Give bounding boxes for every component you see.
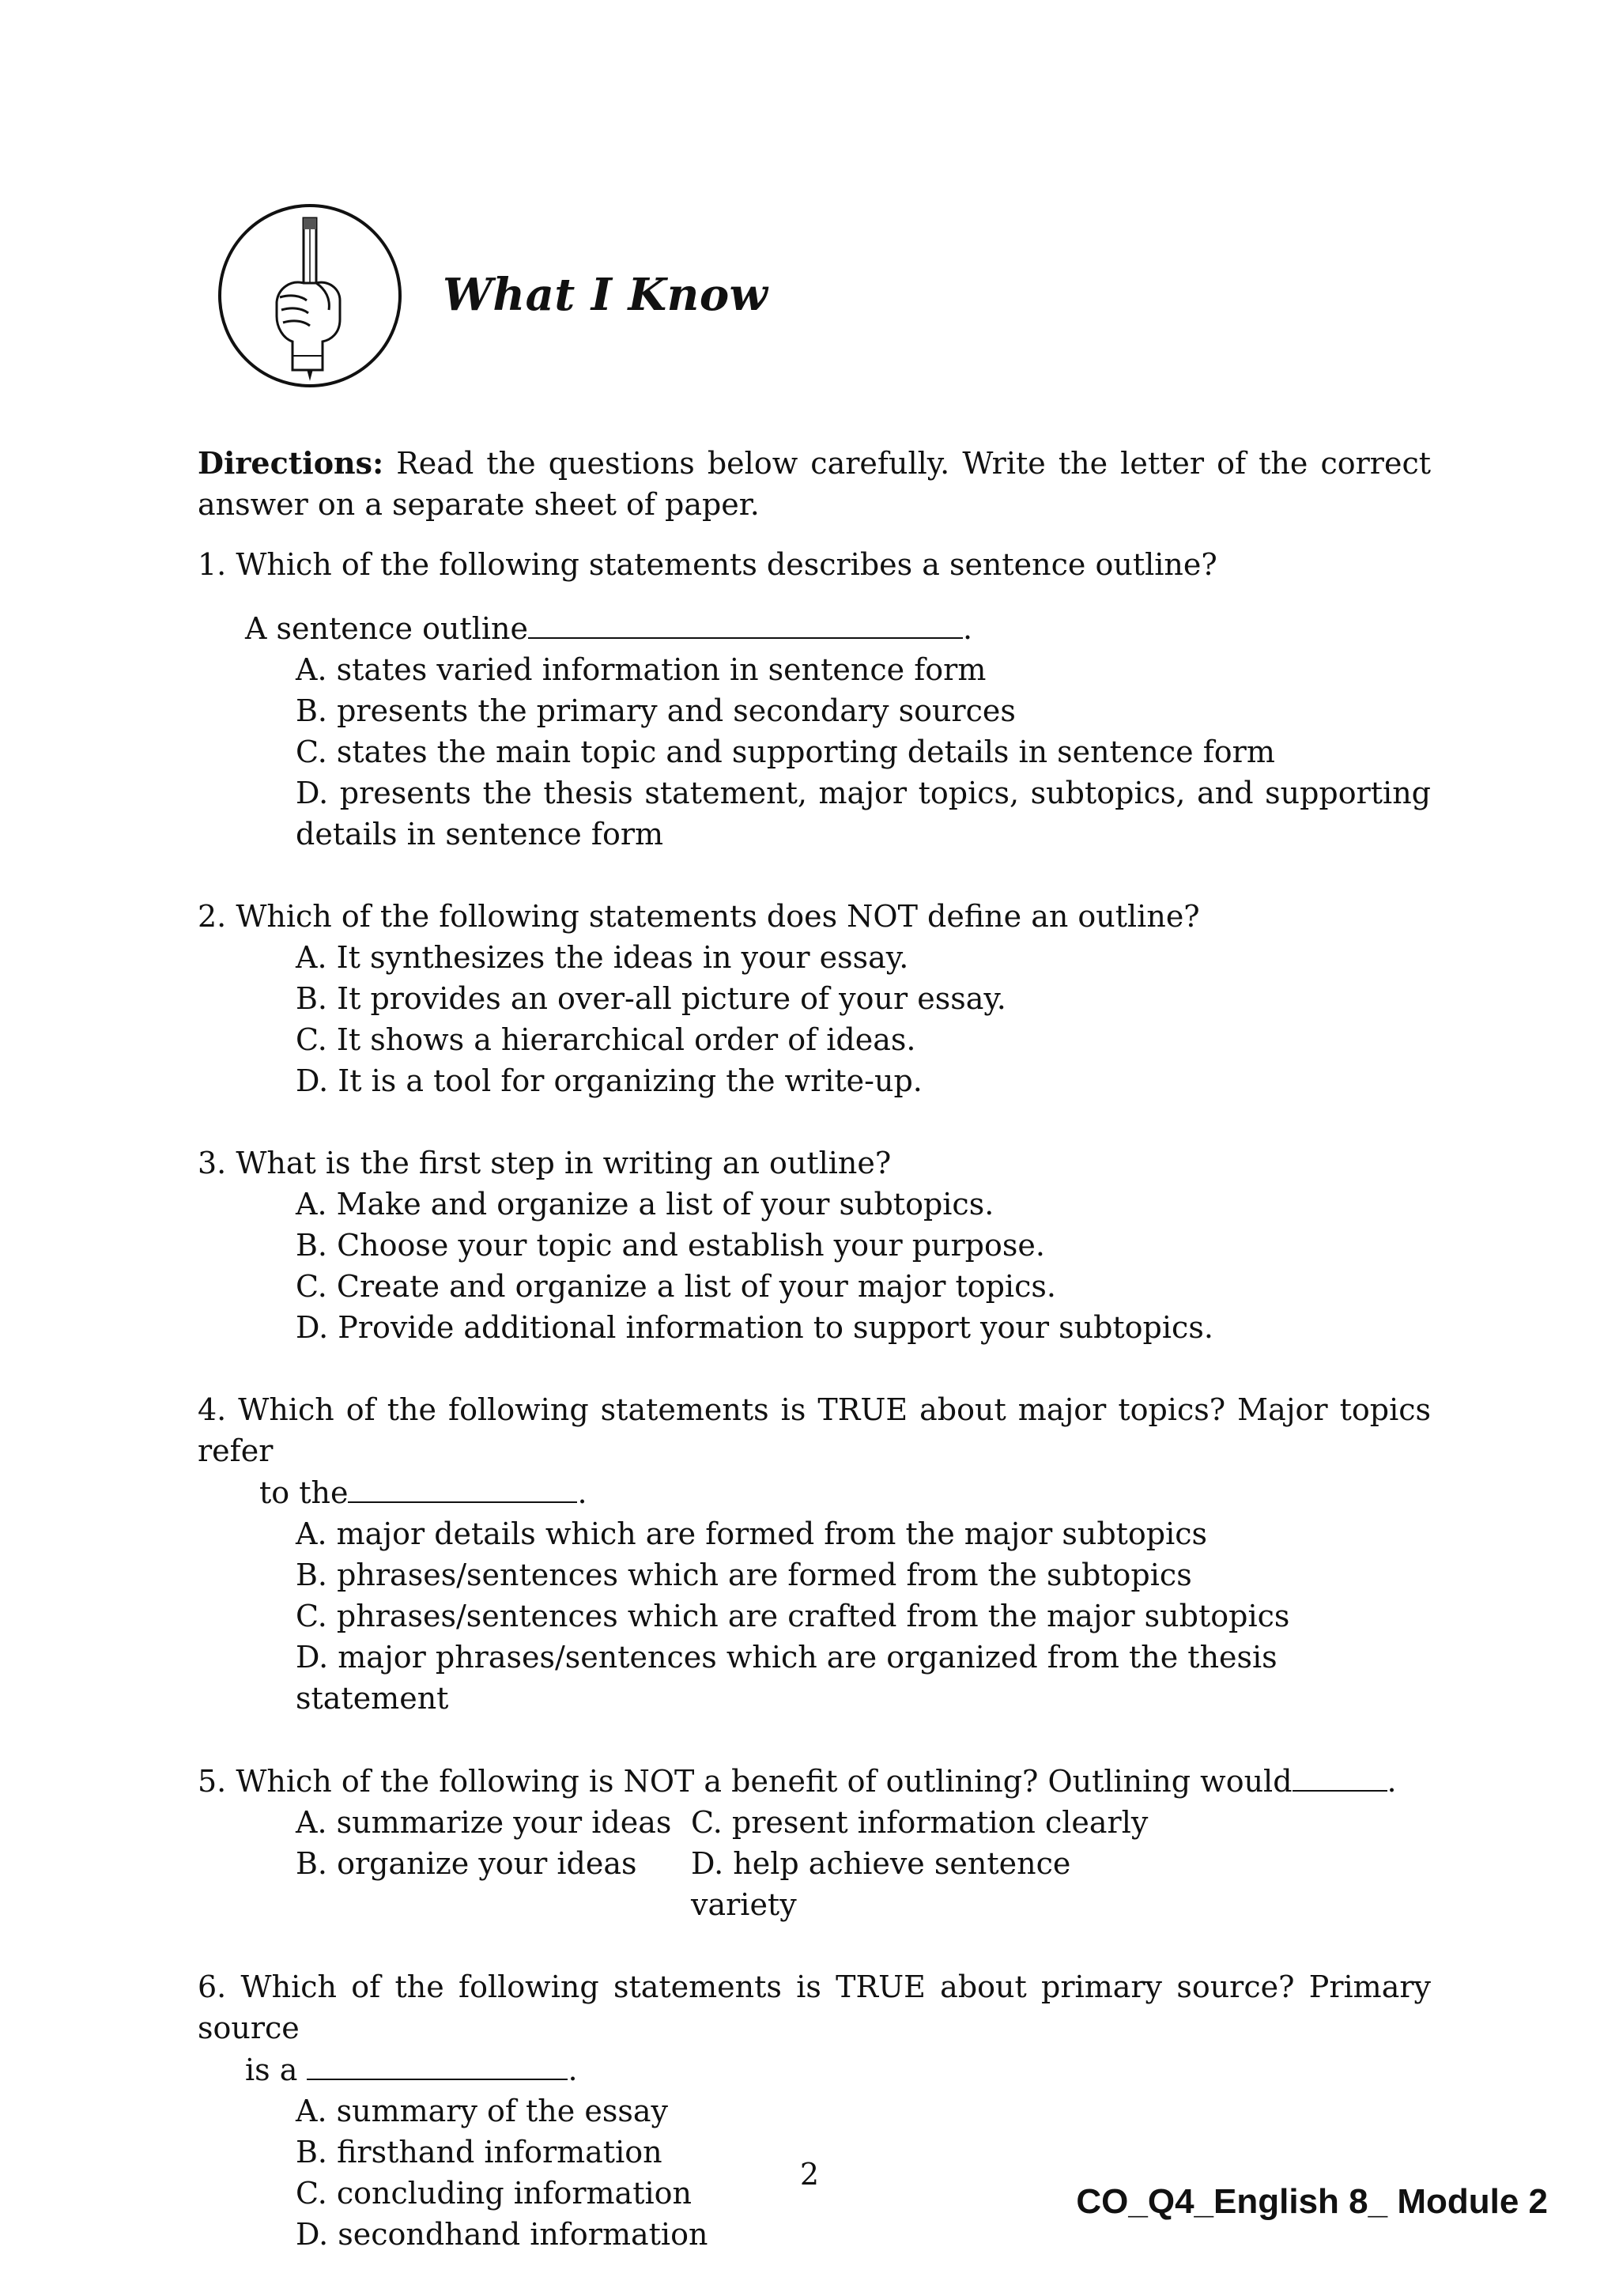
continuation-end: . [577,1475,587,1510]
choice-a: A. summary of the essay [296,2094,668,2128]
question-text: 2. Which of the following statements does NOT define an outline? [198,899,1200,934]
module-code: CO_Q4_English 8_ Module 2 [1076,2182,1548,2221]
question-5 [198,1760,1431,1925]
choice-d: D. presents the thesis statement, major topics, subtopics, and supporting [296,776,1431,810]
answer-choices [198,649,1431,855]
question-text: 6. Which of the following statements is TRUE about primary source? Primary source [198,1969,1431,2045]
lead-text: A sentence outline [245,611,528,646]
choice-c: C. present information clearly [691,1805,1149,1840]
choice-b: B. firsthand information [296,2135,662,2169]
continuation-text: to the [259,1475,349,1510]
answer-choices [198,1802,1431,1925]
question-lead [198,607,1431,649]
choice-c: C. states the main topic and supporting details in sentence form [296,734,1275,769]
choice-c: C. It shows a hierarchical order of ideas. [296,1022,916,1057]
choice-b: B. presents the primary and secondary sources [296,693,1016,728]
choice-c: C. Create and organize a list of your major topics. [296,1269,1056,1304]
continuation-text: is a [245,2052,308,2087]
question-1 [198,544,1431,855]
answer-blank [307,2049,568,2080]
choice-a: A. Make and organize a list of your subtopics. [296,1187,994,1222]
question-end: . [1387,1764,1397,1799]
directions-label: Directions: [198,445,384,481]
choice-d-continued: details in sentence form [296,817,664,852]
answer-choices [198,1513,1431,1719]
directions [198,443,1431,525]
choice-d: D. major phrases/sentences which are organized from the thesis statement [296,1640,1277,1716]
choice-a: A. states varied information in sentence form [296,652,987,687]
answer-blank [528,607,963,639]
directions-text: Read the questions below carefully. Write the letter of the correct answer on a separate sheet of paper. [198,446,1431,522]
question-continuation [198,2049,1431,2090]
continuation-end: . [568,2052,578,2087]
choice-d: D. help achieve sentence variety [691,1846,1071,1922]
choice-a: A. summarize your ideas [296,1805,672,1840]
lead-end: . [962,611,973,646]
question-text [198,1760,1431,1802]
question-4 [198,1389,1431,1719]
answer-choices [198,937,1431,1101]
question-text: 4. Which of the following statements is TRUE about major topics? Major topics refer [198,1392,1431,1468]
choice-b: B. It provides an over-all picture of your essay. [296,981,1006,1016]
quiz-content [198,443,1431,2296]
choice-a: A. major details which are formed from the major subtopics [296,1516,1208,1551]
choice-d: D. secondhand information [296,2217,708,2252]
answer-choices [198,1184,1431,1348]
choice-d: D. Provide additional information to support your subtopics. [296,1310,1213,1345]
choice-a: A. It synthesizes the ideas in your essay. [296,940,909,975]
question-text: 3. What is the first step in writing an outline? [198,1146,892,1180]
answer-blank [1293,1760,1387,1792]
page-number: 2 [799,2157,820,2192]
question-stem: 5. Which of the following is NOT a benefit of outlining? Outlining would [198,1764,1293,1799]
hand-holding-pencil-icon [215,201,405,391]
section-title: What I Know [443,269,768,321]
question-text: 1. Which of the following statements describes a sentence outline? [198,547,1217,582]
choice-b: B. phrases/sentences which are formed from the subtopics [296,1558,1192,1592]
choice-c: C. phrases/sentences which are crafted from the major subtopics [296,1599,1290,1633]
question-continuation [198,1471,1431,1513]
choice-b: B. Choose your topic and establish your purpose. [296,1228,1045,1263]
choice-b: B. organize your ideas [296,1846,637,1881]
question-2 [198,896,1431,1101]
choice-c: C. concluding information [296,2176,692,2211]
choice-d: D. It is a tool for organizing the write-up. [296,1063,923,1098]
answer-blank [348,1471,577,1503]
question-3 [198,1142,1431,1348]
